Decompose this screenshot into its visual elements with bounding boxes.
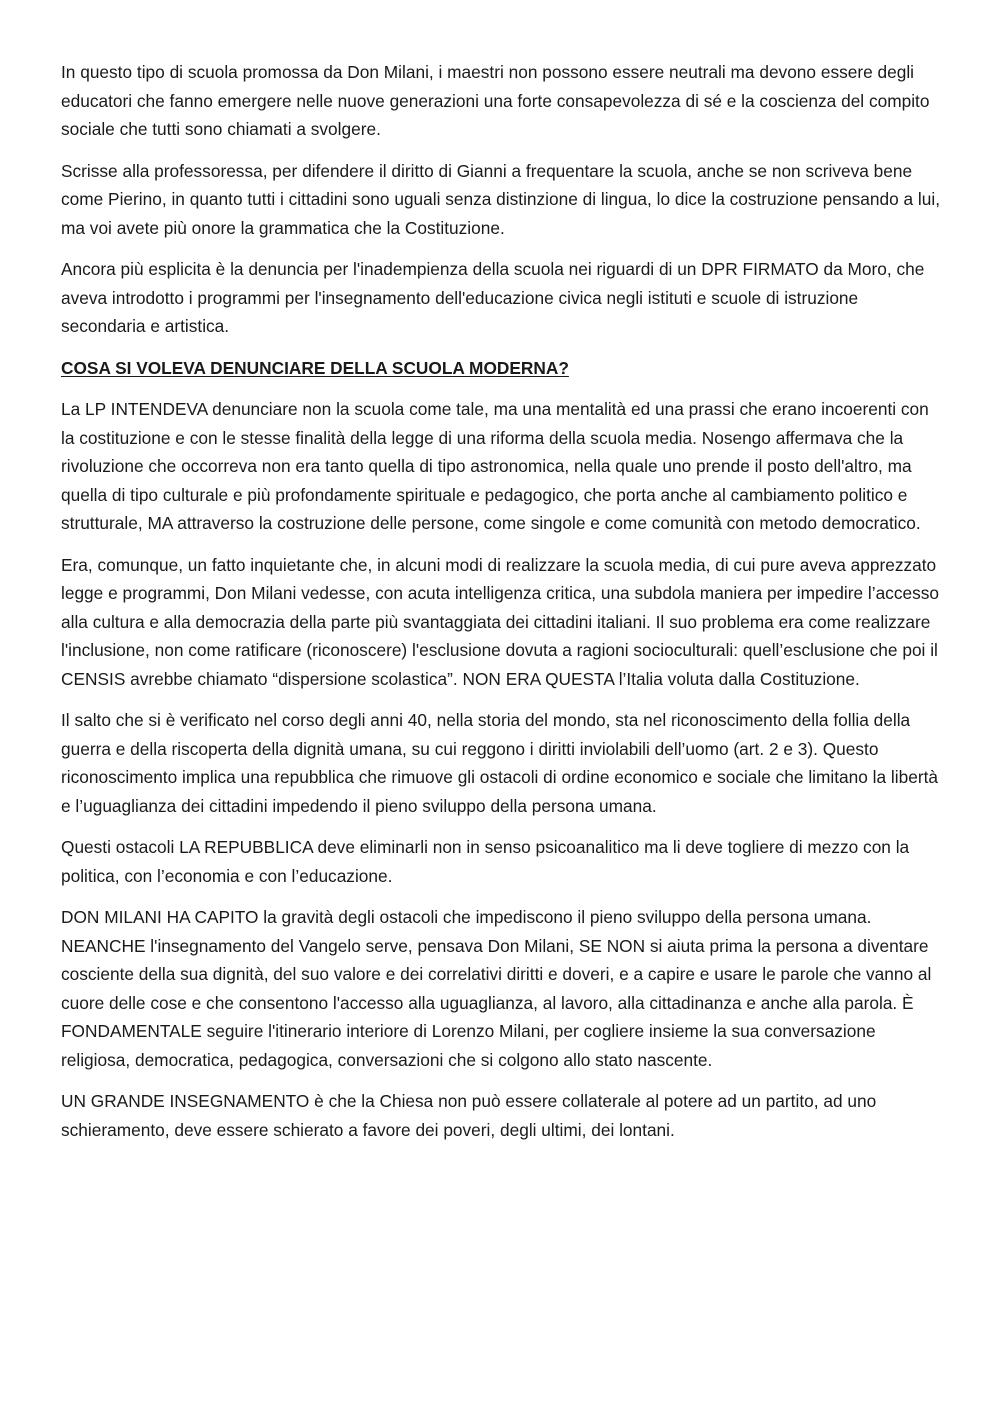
paragraph-1: In questo tipo di scuola promossa da Don Milani, i maestri non possono essere neutrali ma devono essere degli educatori che fanno emergere nelle nuove generazioni una forte consapevolezza di sé e la coscienza del compito sociale che tutti sono chiamati a svolgere. bbox=[61, 62, 930, 139]
paragraph-7: Questi ostacoli LA REPUBBLICA deve eliminarli non in senso psicoanalitico ma li deve togliere di mezzo con la politica, con l’economia e con l’educazione. bbox=[61, 837, 910, 886]
paragraph-5: Era, comunque, un fatto inquietante che, in alcuni modi di realizzare la scuola media, di cui pure aveva apprezzato legge e programmi, Don Milani vedesse, con acuta intelligenza critica, una subdola maniera per impedire l’accesso alla cultura e alla democrazia della parte più svantaggiata dei cittadini italiani. Il suo problema era come realizzare l'inclusione, non come ratificare (riconoscere) l'esclusione dovuta a ragioni socioculturali: quell’esclusione che poi il CENSIS avrebbe chiamato “dispersione scolastica”. NON ERA QUESTA l’Italia voluta dalla Costituzione. bbox=[61, 554, 939, 689]
document-body bbox=[61, 58, 945, 1157]
paragraph-3: Ancora più esplicita è la denuncia per l'inadempienza della scuola nei riguardi di un DPR FIRMATO da Moro, che aveva introdotto i programmi per l'insegnamento dell'educazione civica negli istituti e scuole di istruzione secondaria e artistica. bbox=[61, 259, 925, 336]
section-heading: COSA SI VOLEVA DENUNCIARE DELLA SCUOLA MODERNA? bbox=[61, 357, 569, 378]
paragraph-4: La LP INTENDEVA denunciare non la scuola come tale, ma una mentalità ed una prassi che erano incoerenti con la costituzione e con le stesse finalità della legge di una riforma della scuola media. Nosengo affermava che la rivoluzione che occorreva non era tanto quella di tipo astronomica, nella quale uno prende il posto dell'altro, ma quella di tipo culturale e più profondamente spirituale e pedagogico, che porta anche al cambiamento politico e strutturale, MA attraverso la costruzione delle persone, come singole e come comunità con metodo democratico. bbox=[61, 399, 929, 533]
paragraph-8: DON MILANI HA CAPITO la gravità degli ostacoli che impediscono il pieno sviluppo della persona umana. NEANCHE l'insegnamento del Vangelo serve, pensava Don Milani, SE NON si aiuta prima la persona a diventare cosciente della sua dignità, del suo valore e dei correlativi diritti e doveri, e a capire e usare le parole che vanno al cuore delle cose e che consentono l'accesso alla uguaglianza, al lavoro, alla cittadinanza e anche alla parola. È FONDAMENTALE seguire l'itinerario interiore di Lorenzo Milani, per cogliere insieme la sua conversazione religiosa, democratica, pedagogica, conversazioni che si colgono allo stato nascente. bbox=[61, 907, 932, 1070]
paragraph-2: Scrisse alla professoressa, per difendere il diritto di Gianni a frequentare la scuola, anche se non scriveva bene come Pierino, in quanto tutti i cittadini sono uguali senza distinzione di lingua, lo dice la costruzione pensando a lui, ma voi avete più onore la grammatica che la Costituzione. bbox=[61, 160, 941, 238]
paragraph-9: UN GRANDE INSEGNAMENTO è che la Chiesa non può essere collaterale al potere ad un partito, ad uno schieramento, deve essere schierato a favore dei poveri, degli ultimi, dei lontani. bbox=[61, 1091, 877, 1140]
paragraph-6: Il salto che si è verificato nel corso degli anni 40, nella storia del mondo, sta nel riconoscimento della follia della guerra e della riscoperta della dignità umana, su cui reggono i diritti inviolabili dell’uomo (art. 2 e 3). Questo riconoscimento implica una repubblica che rimuove gli ostacoli di ordine economico e sociale che limitano la libertà e l’uguaglianza dei cittadini impedendo il pieno sviluppo della persona umana. bbox=[61, 710, 938, 816]
